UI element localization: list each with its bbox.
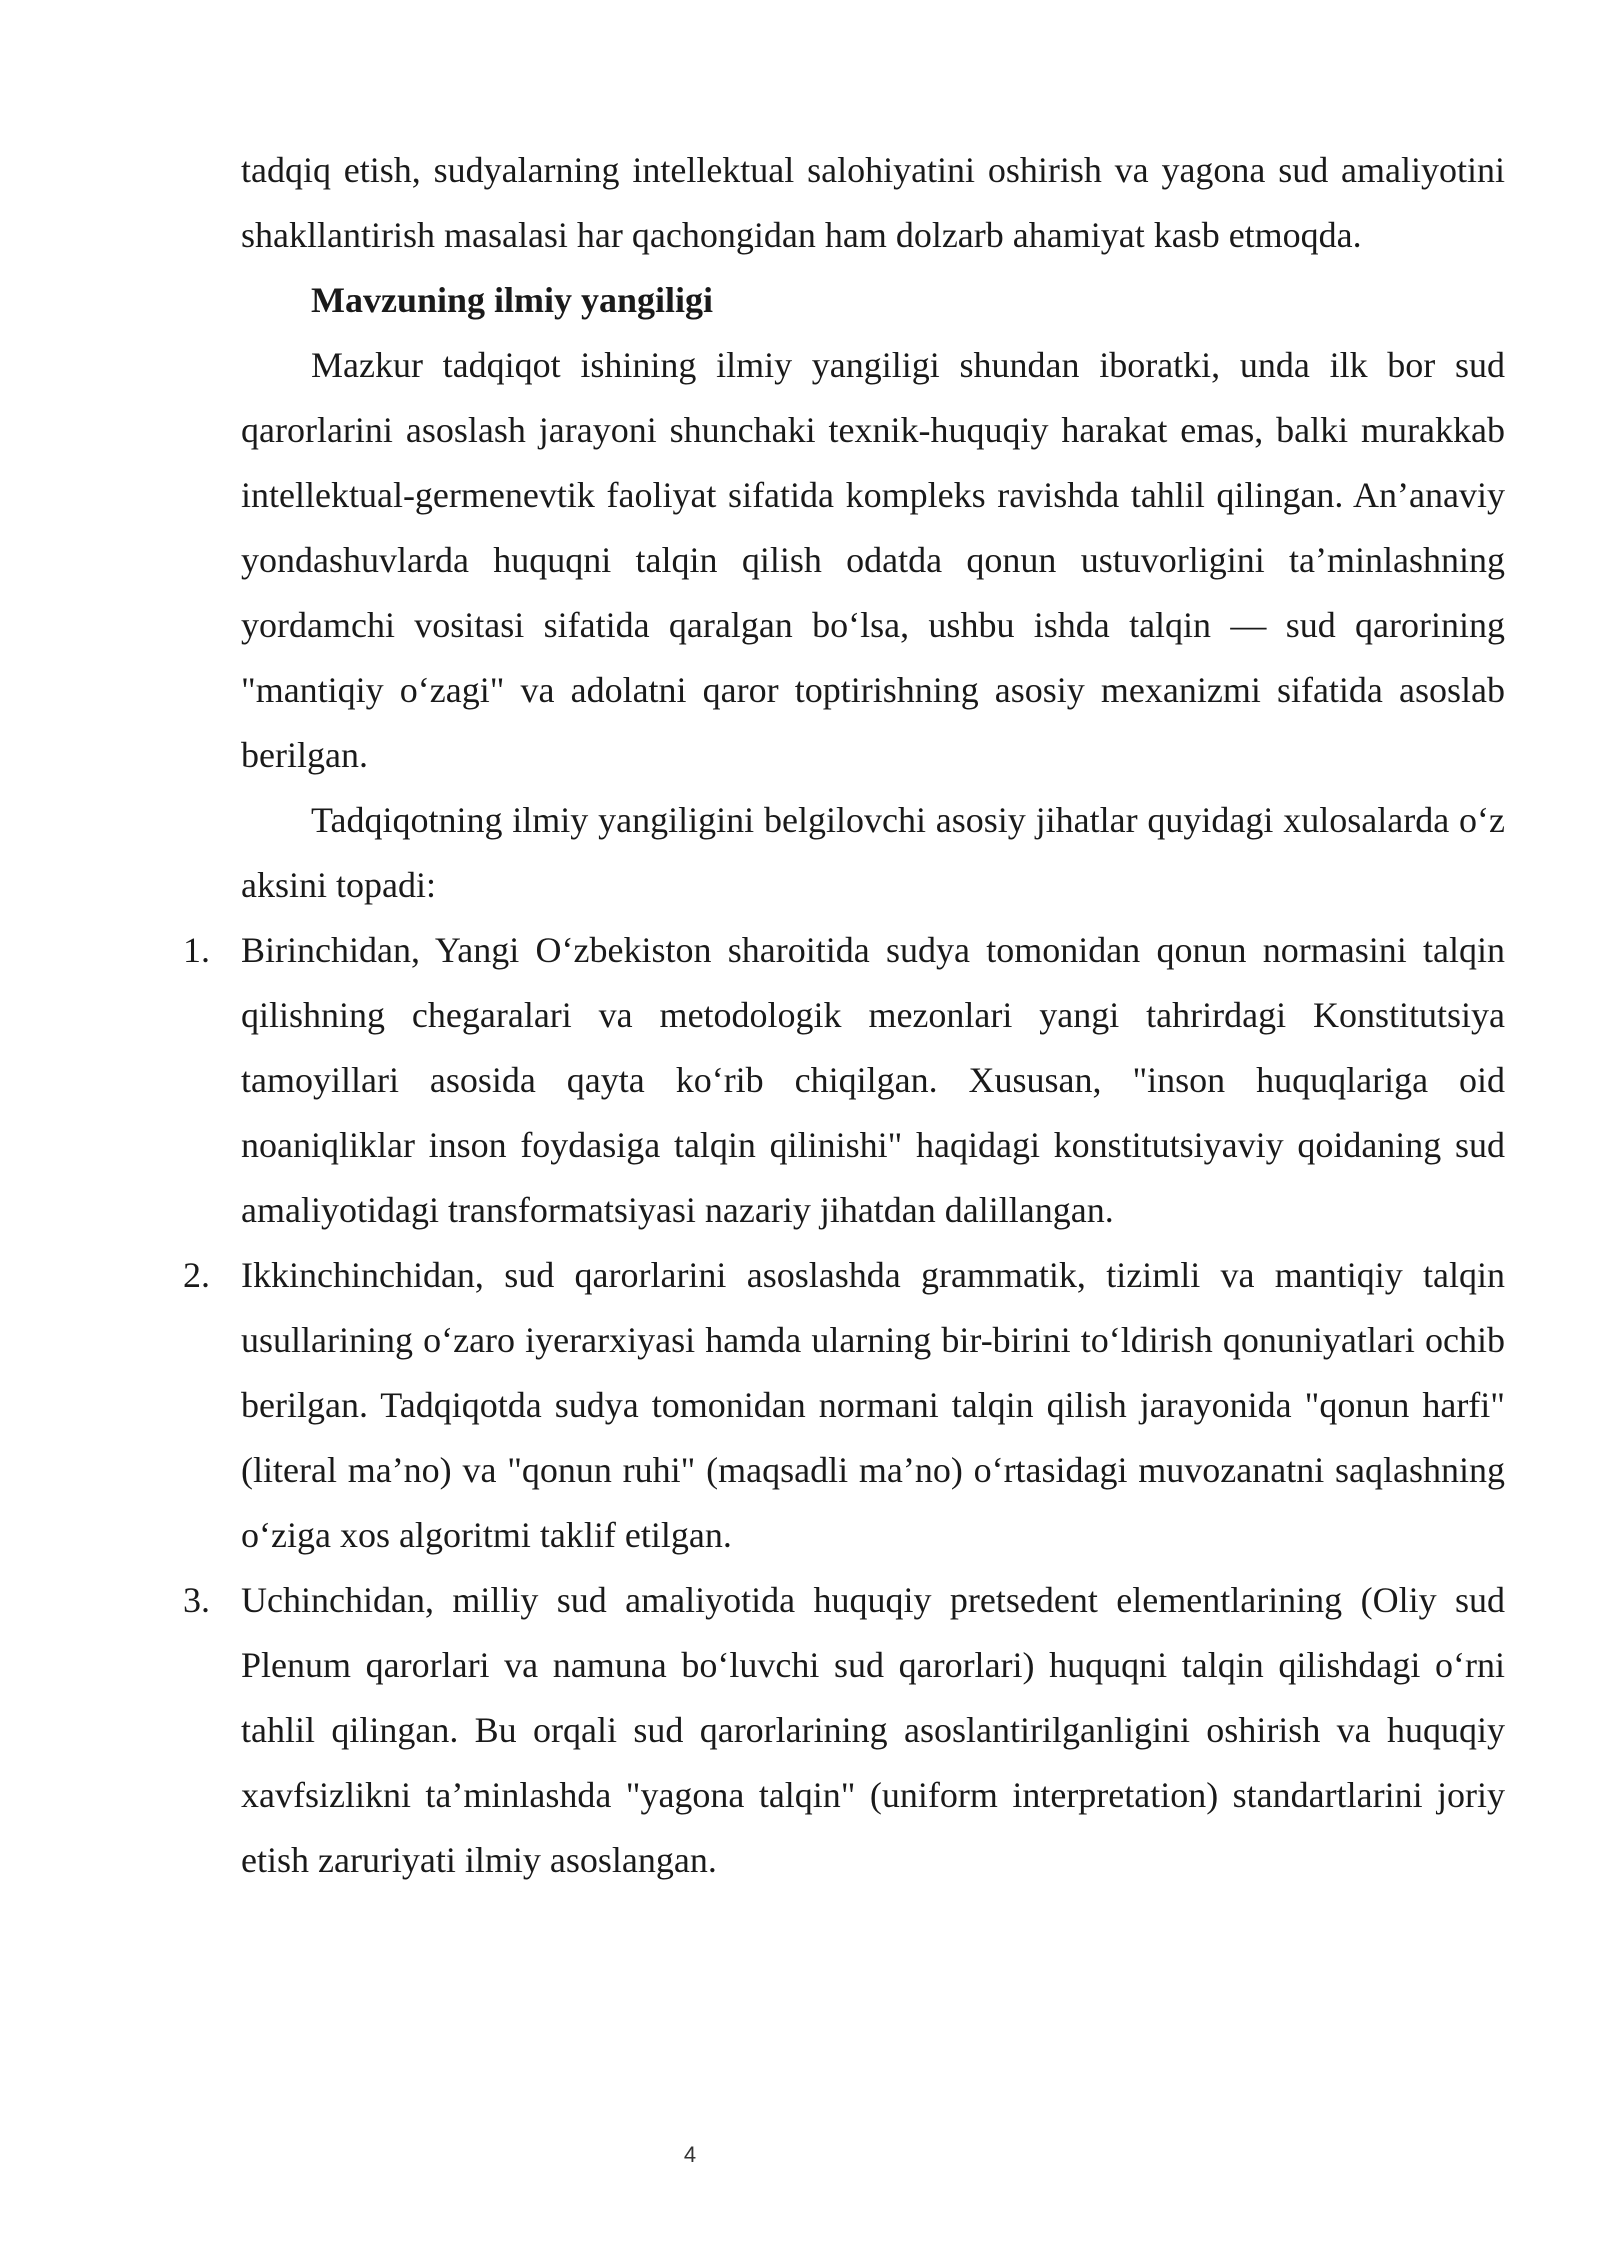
paragraph-novelty: Mazkur tadqiqot ishining ilmiy yangiligi shundan iboratki, unda ilk bor sud qarorlarini asoslash jarayoni shunchaki texnik-huquqiy harakat emas, balki murakkab intellektual-germenevtik faoliyat sifatida kompleks ravishda tahlil qilingan. An’anaviy yondashuvlarda huquqni talqin qilish odatda qonun ustuvorligini ta’minlashning yordamchi vositasi sifatida qaralgan bo‘lsa, ushbu ishda talqin — sud qarorining "mantiqiy o‘zagi" va adolatni qaror toptirishning asosiy mexanizmi sifatida asoslab berilgan. — [241, 345, 1505, 775]
list-item-number: 2. — [183, 1255, 210, 1295]
list-item — [183, 1243, 1505, 1568]
intro-paragraph: tadqiq etish, sudyalarning intellektual salohiyatini oshirish va yagona sud amaliyotini shakllantirish masalasi har qachongidan ham dolzarb ahamiyat kasb etmoqda. — [241, 150, 1505, 255]
list-item — [183, 1568, 1505, 1893]
section-heading: Mavzuning ilmiy yangiligi — [311, 280, 714, 320]
findings-list — [183, 918, 1505, 1893]
document-page — [183, 138, 1505, 1893]
list-item-number: 3. — [183, 1580, 210, 1620]
list-item-text: Uchinchidan, milliy sud amaliyotida huquqiy pretsedent elementlarining (Oliy sud Plenum qarorlari va namuna bo‘luvchi sud qarorlari) huquqni talqin qilishdagi o‘rni tahlil qilingan. Bu orqali sud qarorlarining asoslantirilganligini oshirish va huquqiy xavfsizlikni ta’minlashda "yagona talqin" (uniform interpretation) standartlarini joriy etish zaruriyati ilmiy asoslangan. — [241, 1580, 1505, 1880]
list-item — [183, 918, 1505, 1243]
paragraph-key-aspects: Tadqiqotning ilmiy yangiligini belgilovchi asosiy jihatlar quyidagi xulosalarda o‘z aksini topadi: — [241, 800, 1505, 905]
list-item-text: Birinchidan, Yangi O‘zbekiston sharoitida sudya tomonidan qonun normasini talqin qilishning chegaralari va metodologik mezonlari yangi tahrirdagi Konstitutsiya tamoyillari asosida qayta ko‘rib chiqilgan. Xususan, "inson huquqlariga oid noaniqliklar inson foydasiga talqin qilinishi" haqidagi konstitutsiyaviy qoidaning sud amaliyotidagi transformatsiyasi nazariy jihatdan dalillangan. — [241, 930, 1505, 1230]
list-item-text: Ikkinchinchidan, sud qarorlarini asoslashda grammatik, tizimli va mantiqiy talqin usullarining o‘zaro iyerarxiyasi hamda ularning bir-birini to‘ldirish qonuniyatlari ochib berilgan. Tadqiqotda sudya tomonidan normani talqin qilish jarayonida "qonun harfi" (literal ma’no) va "qonun ruhi" (maqsadli ma’no) o‘rtasidagi muvozanatni saqlashning o‘ziga xos algoritmi taklif etilgan. — [241, 1255, 1505, 1555]
page-number: 4 — [683, 2142, 697, 2167]
list-item-number: 1. — [183, 930, 210, 970]
